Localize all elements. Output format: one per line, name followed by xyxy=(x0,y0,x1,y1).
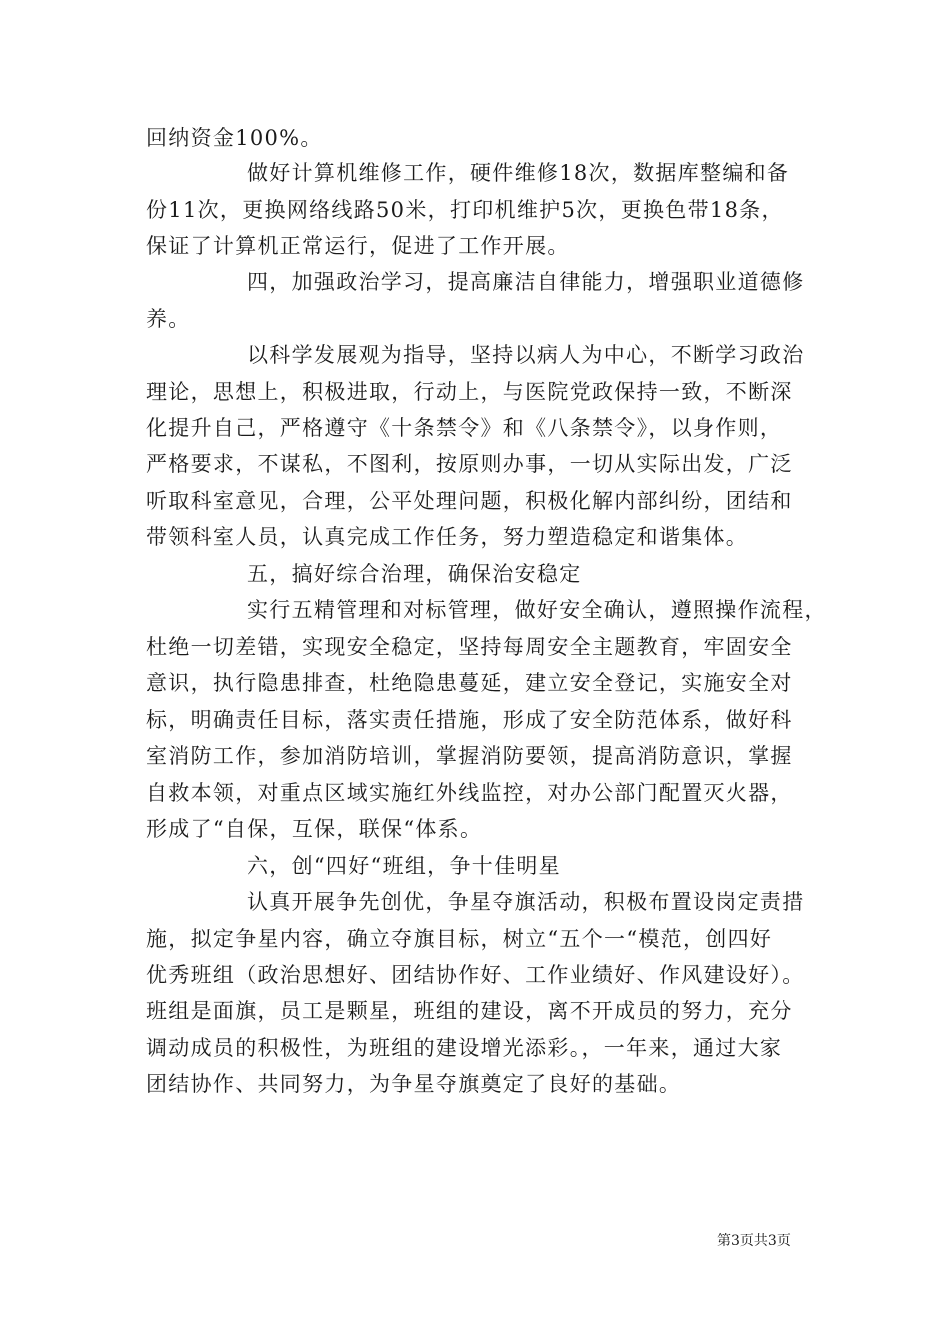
text-line: 理论，思想上，积极进取，行动上，与医院党政保持一致，不断深 xyxy=(146,380,793,404)
text-line: 自救本领，对重点区域实施红外线监控，对办公部门配置灭火器， xyxy=(146,781,793,805)
text-line: 回纳资金100%。 xyxy=(146,126,323,150)
section-heading: 六，创“四好“班组，争十佳明星 xyxy=(247,854,561,878)
text-line: 意识，执行隐患排查，杜绝隐患蔓延，建立安全登记，实施安全对 xyxy=(146,671,793,695)
paragraph-first-line: 以科学发展观为指导，坚持以病人为中心，不断学习政治 xyxy=(247,343,805,367)
text-line: 保证了计算机正常运行，促进了工作开展。 xyxy=(146,234,570,258)
text-line: 团结协作、共同努力，为争星夺旗奠定了良好的基础。 xyxy=(146,1072,682,1096)
text-line: 形成了“自保，互保，联保“体系。 xyxy=(146,817,483,841)
text-line: 份11次，更换网络线路50米，打印机维护5次，更换色带18条， xyxy=(146,198,784,222)
section-heading: 五，搞好综合治理，确保治安稳定 xyxy=(247,562,582,586)
text-line: 班组是面旗，员工是颗星，班组的建设，离不开成员的努力，充分 xyxy=(146,999,793,1023)
text-line: 施，拟定争星内容，确立夺旗目标，树立“五个一“模范，创四好 xyxy=(146,927,773,951)
text-line: 室消防工作，参加消防培训，掌握消防要领，提高消防意识，掌握 xyxy=(146,744,793,768)
text-line: 听取科室意见，合理，公平处理问题，积极化解内部纠纷，团结和 xyxy=(146,489,793,513)
paragraph-first-line: 认真开展争先创优，争星夺旗活动，积极布置设岗定责措 xyxy=(247,890,805,914)
text-line: 标，明确责任目标，落实责任措施，形成了安全防范体系，做好科 xyxy=(146,708,793,732)
text-line: 调动成员的积极性，为班组的建设增光添彩。，一年来，通过大家 xyxy=(146,1036,783,1060)
text-line: 杜绝一切差错，实现安全稳定，坚持每周安全主题教育，牢固安全 xyxy=(146,635,793,659)
text-line: 优秀班组（政治思想好、团结协作好、工作业绩好、作风建设好）。 xyxy=(146,963,805,987)
section-heading: 四，加强政治学习，提高廉洁自律能力，增强职业道德修 xyxy=(247,270,805,294)
text-line: 化提升自己，严格遵守《十条禁令》和《八条禁令》，以身作则， xyxy=(146,416,783,440)
text-line: 带领科室人员，认真完成工作任务，努力塑造稳定和谐集体。 xyxy=(146,525,749,549)
page-number-footer: 第3页共3页 xyxy=(717,1233,791,1249)
paragraph-first-line: 做好计算机维修工作，硬件维修18次，数据库整编和备 xyxy=(247,161,790,185)
text-line: 养。 xyxy=(146,307,191,331)
text-line: 严格要求，不谋私，不图利，按原则办事，一切从实际出发，广泛 xyxy=(146,452,793,476)
paragraph-first-line: 实行五精管理和对标管理，做好安全确认，遵照操作流程， xyxy=(247,598,827,622)
